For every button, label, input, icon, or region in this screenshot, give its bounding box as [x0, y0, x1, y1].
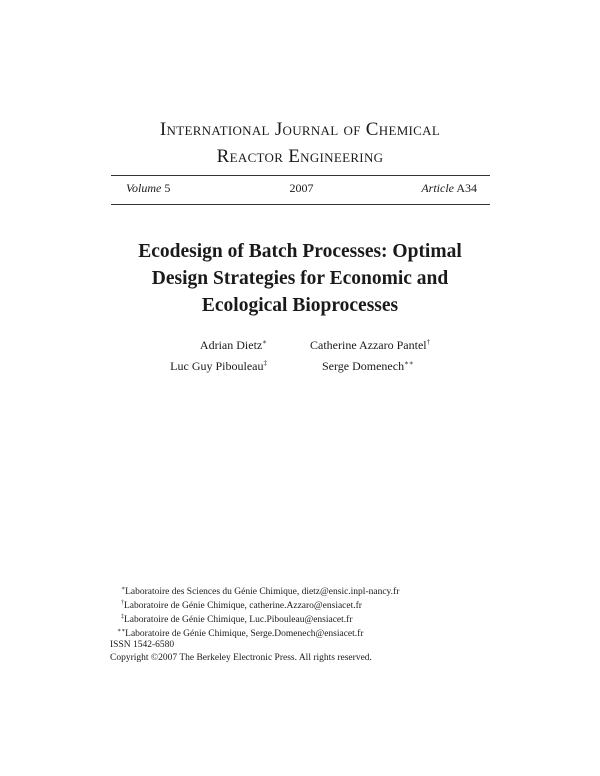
paper-title — [100, 238, 500, 319]
affiliation-mark: ∗ — [121, 586, 126, 592]
author-name: Luc Guy Pibouleau — [170, 359, 264, 373]
affiliation-mark: ∗∗ — [117, 628, 126, 634]
author-mark: ‡ — [263, 359, 267, 367]
author-mark: † — [426, 338, 431, 346]
title-line-3: Ecological Bioprocesses — [201, 295, 399, 316]
affiliation-mark: † — [121, 600, 124, 606]
top-rule — [111, 175, 490, 176]
bottom-rule — [111, 204, 490, 205]
title-line-1: Ecodesign of Batch Processes: Optimal — [138, 241, 462, 262]
affiliation-mark: ‡ — [121, 614, 124, 620]
journal-title-line-1: International Journal of Chemical — [159, 119, 441, 140]
copyright: Copyright ©2007 The Berkeley Electronic Press. All rights reserved. — [110, 653, 372, 663]
author-name: Serge Domenech — [322, 359, 405, 373]
article-number: A34 — [456, 181, 477, 195]
affiliation-text: Laboratoire de Génie Chimique, Serge.Domenech@ensiacet.fr — [125, 629, 364, 639]
author-mark: ∗∗ — [404, 359, 414, 367]
volume-label: Volume — [126, 181, 162, 195]
author-pibouleau — [170, 355, 267, 374]
article-label: Article — [421, 181, 454, 195]
issn: ISSN 1542-6580 — [110, 640, 175, 650]
year: 2007 — [289, 181, 314, 195]
affiliation-text: Laboratoire des Sciences du Génie Chimique, dietz@ensic.inpl-nancy.fr — [125, 587, 400, 597]
affiliation-text: Laboratoire de Génie Chimique, catherine.Azzaro@ensiacet.fr — [124, 601, 362, 611]
journal-title-line-2: Reactor Engineering — [216, 146, 384, 167]
article — [421, 180, 477, 196]
author-dietz — [200, 334, 267, 353]
author-domenech — [322, 355, 414, 374]
author-mark: ∗ — [262, 338, 267, 346]
title-line-2: Design Strategies for Economic and — [151, 268, 449, 289]
author-name: Catherine Azzaro Pantel — [310, 338, 427, 352]
volume-number: 5 — [164, 181, 171, 195]
author-azzaro-pantel — [310, 334, 430, 353]
affiliation-text: Laboratoire de Génie Chimique, Luc.Pibouleau@ensiacet.fr — [124, 615, 353, 625]
issue-info — [126, 180, 477, 196]
author-name: Adrian Dietz — [199, 338, 263, 352]
